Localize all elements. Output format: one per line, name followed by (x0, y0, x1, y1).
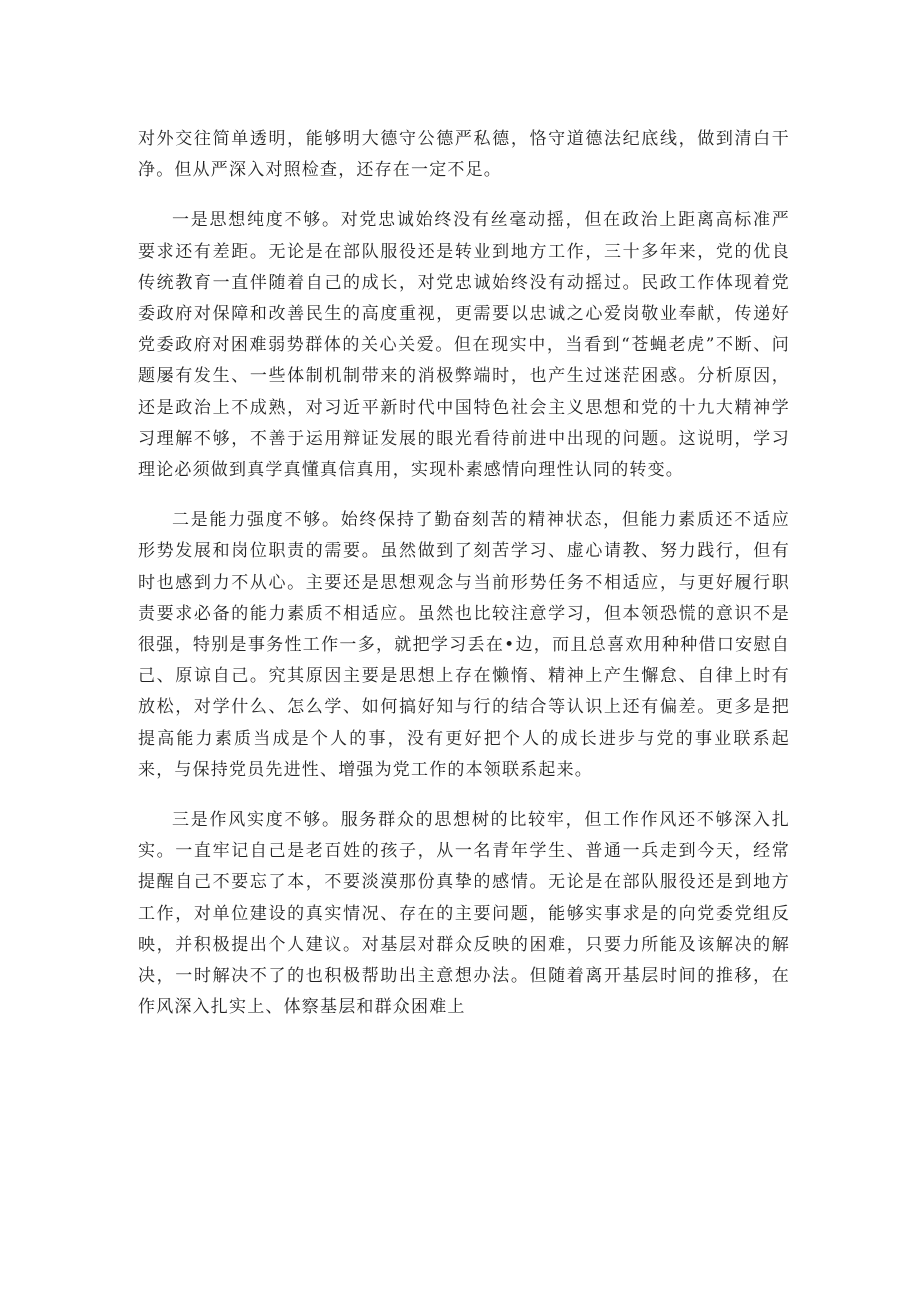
paragraph-ability-strength: 二是能力强度不够。始终保持了勤奋刻苦的精神状态，但能力素质还不适应形势发展和岗位职责的需要。虽然做到了刻苦学习、虚心请教、努力践行，但有时也感到力不从心。主要还是思想观念与当前形势任务不相适应，与更好履行职责要求必备的能力素质不相适应。虽然也比较注意学习，但本领恐慌的意识不是很强，特别是事务性工作一多，就把学习丢在•边，而且总喜欢用种种借口安慰自己、原谅自己。究其原因主要是思想上存在懒惰、精神上产生懈怠、自律上时有放松，对学什么、怎么学、如何搞好知与行的结合等认识上还有偏差。更多是把提高能力素质当成是个人的事，没有更好把个人的成长进步与党的事业联系起来，与保持党员先进性、增强为党工作的本领联系起来。 (138, 510, 790, 780)
paragraph-work-style: 三是作风实度不够。服务群众的思想树的比较牢，但工作作风还不够深入扎实。一直牢记自己是老百姓的孩子，从一名青年学生、普通一兵走到今天，经常提醒自己不要忘了本，不要淡漠那份真挚的感情。无论是在部队服役还是到地方工作，对单位建设的真实情况、存在的主要问题，能够实事求是的向党委党组反映，并积极提出个人建议。对基层对群众反映的困难，只要力所能及该解决的解决，一时解决不了的也积极帮助出主意想办法。但随着离开基层时间的推移，在作风深入扎实上、体察基层和群众困难上 (138, 810, 790, 1018)
paragraph-spacer (138, 786, 790, 805)
paragraph-intro: 对外交往简单透明，能够明大德守公德严私德，恪守道德法纪底线，做到清白干净。但从严深入对照检查，还存在一定不足。 (138, 129, 790, 181)
paragraph-spacer (138, 486, 790, 505)
paragraph-spacer (138, 186, 790, 205)
document-body (138, 124, 790, 1023)
paragraph-ideological-purity: 一是思想纯度不够。对党忠诚始终没有丝毫动摇，但在政治上距离高标准严要求还有差距。无论是在部队服役还是转业到地方工作，三十多年来，党的优良传统教育一直伴随着自己的成长，对党忠诚始终没有动摇过。民政工作体现着党委政府对保障和改善民生的高度重视，更需要以忠诚之心爱岗敬业奉献，传递好党委政府对困难弱势群体的关心关爱。但在现实中，当看到“苍蝇老虎”不断、问题屡有发生、一些体制机制带来的消极弊端时，也产生过迷茫困惑。分析原因，还是政治上不成熟，对习近平新时代中国特色社会主义思想和党的十九大精神学习理解不够，不善于运用辩证发展的眼光看待前进中出现的问题。这说明，学习理论必须做到真学真懂真信真用，实现朴素感情向理性认同的转变。 (138, 210, 790, 481)
